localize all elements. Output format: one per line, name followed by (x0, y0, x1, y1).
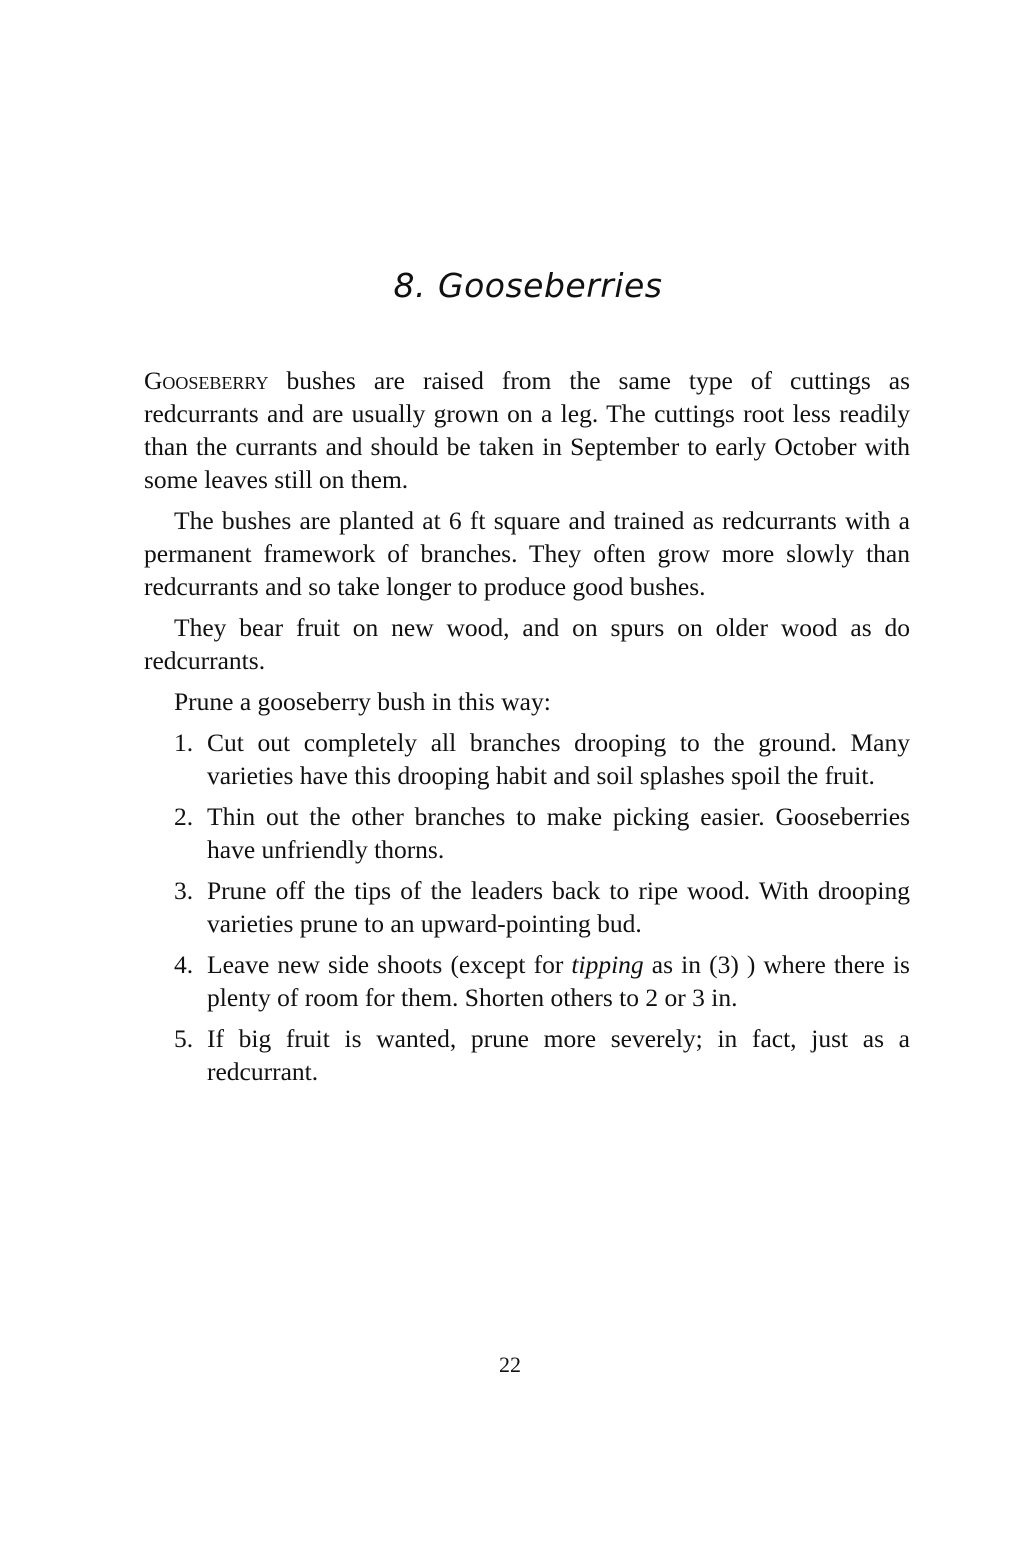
step-text: If big fruit is wanted, prune more severely; in fact, just as a redcurrant. (207, 1024, 910, 1086)
paragraph-planting: The bushes are planted at 6 ft square and trained as redcurrants with a permanent framework of branches. They often grow more slowly than redcurrants and so take longer to produce good bushes. (144, 506, 910, 601)
chapter-name: Gooseberries (438, 266, 663, 305)
paragraph-intro (144, 364, 910, 496)
paragraph-fruiting: They bear fruit on new wood, and on spurs on older wood as do redcurrants. (144, 613, 910, 675)
body-text (144, 364, 910, 1096)
chapter-number: 8. (393, 266, 426, 305)
step-number: 5. (174, 1024, 194, 1053)
list-item (144, 874, 910, 940)
step-text: Thin out the other branches to make picking easier. Gooseberries have unfriendly thorns. (207, 802, 910, 864)
chapter-title (0, 266, 1020, 305)
list-item (144, 726, 910, 792)
step-number: 3. (174, 876, 194, 905)
pruning-steps-list (144, 726, 910, 1088)
list-item (144, 800, 910, 866)
step-text-after: as in (3) ) where there is plenty of room for them. Shorten others to 2 or 3 in. (207, 950, 910, 1012)
step-text-italic: tipping (571, 950, 644, 979)
paragraph-lead-word: Gooseberry (144, 366, 269, 395)
step-text-before: Leave new side shoots (except for (207, 950, 572, 979)
page-number: 22 (499, 1352, 521, 1377)
list-item (144, 948, 910, 1014)
list-item (144, 1022, 910, 1088)
step-number: 1. (174, 728, 194, 757)
step-text: Cut out completely all branches drooping to the ground. Many varieties have this drooping habit and soil splashes spoil the fruit. (207, 728, 910, 790)
step-number: 2. (174, 802, 194, 831)
step-text: Prune off the tips of the leaders back to ripe wood. With drooping varieties prune to an upward-pointing bud. (207, 876, 910, 938)
paragraph-intro-text: bushes are raised from the same type of cuttings as redcurrants and are usually grown on a leg. The cuttings root less readily than the currants and should be taken in September to early October with some leaves still on them. (144, 366, 910, 494)
step-number: 4. (174, 950, 194, 979)
paragraph-prune-intro: Prune a gooseberry bush in this way: (174, 687, 551, 716)
